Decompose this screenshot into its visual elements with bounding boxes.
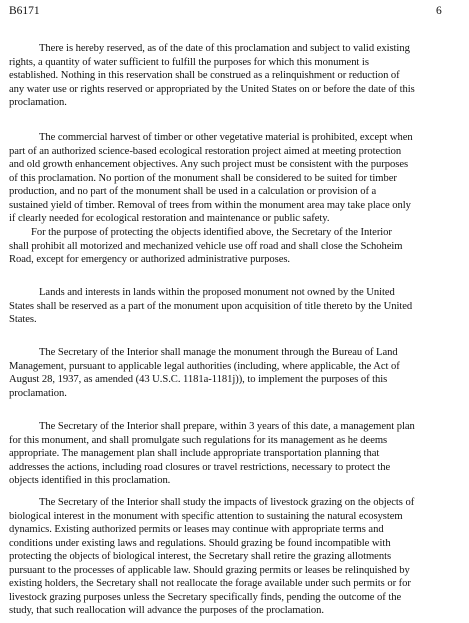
paragraph-management — [9, 346, 468, 400]
paragraph-timber-harvest — [9, 131, 468, 226]
paragraph-management-plan — [9, 420, 468, 488]
paragraph-line: any water use or rights reserved or appropriated by the United States on or before the date of this — [9, 83, 415, 95]
paragraph-line: if clearly needed for ecological restoration and maintenance or public safety. — [9, 213, 330, 225]
paragraph-line: protecting the objects of biological interest, the Secretary shall retire the grazing allotments — [9, 551, 392, 563]
paragraph-line: The Secretary of the Interior shall manage the monument through the Bureau of Land — [39, 347, 398, 358]
paragraph-water-rights — [9, 42, 468, 110]
paragraph-line: proclamation. — [9, 387, 67, 399]
paragraph-line: States shall be reserved as a part of the monument upon acquisition of title thereto by the United — [9, 300, 413, 312]
paragraph-line: livestock grazing purposes unless the Secretary specifically finds, pending the outcome of the — [9, 591, 402, 603]
paragraph-line: part of an authorized science-based ecological restoration project aimed at meeting protection — [9, 145, 402, 157]
paragraph-line: The Secretary of the Interior shall study the impacts of livestock grazing on the objects of — [39, 497, 415, 508]
paragraph-line: States. — [9, 314, 37, 326]
page-number: 6 — [436, 5, 442, 17]
paragraph-line: The Secretary of the Interior shall prepare, within 3 years of this date, a management plan — [39, 421, 415, 432]
paragraph-line: shall prohibit all motorized and mechanized vehicle use off road and shall close the Schoheim — [9, 240, 403, 252]
paragraph-line: dynamics. Existing authorized permits or leases may continue with appropriate terms and — [9, 524, 384, 536]
paragraph-line: for this monument, and shall promulgate such regulations for its management as he deems — [9, 434, 388, 446]
paragraph-line: conditions under existing laws and regulations. Should grazing be found incompatible with — [9, 537, 391, 549]
paragraph-line: sustained yield of timber. Removal of trees from within the monument area may take place only — [9, 199, 411, 211]
paragraph-line: Lands and interests in lands within the proposed monument not owned by the United — [39, 287, 395, 298]
paragraph-livestock-grazing — [9, 496, 468, 618]
paragraph-line: rights, a quantity of water sufficient to fulfill the purposes for which this monument is — [9, 56, 369, 68]
paragraph-line: biological interest in the monument with specific attention to sustaining the natural ecosystem — [9, 510, 403, 522]
paragraph-line: and old growth enhancement objectives. Any such project must be consistent with the purposes — [9, 159, 409, 171]
paragraph-line: appropriate. The management plan shall include appropriate transportation planning that — [9, 448, 380, 460]
paragraph-line: The commercial harvest of timber or other vegetative material is prohibited, except when — [39, 132, 413, 143]
paragraph-line: Road, except for emergency or authorized administrative purposes. — [9, 254, 291, 266]
paragraph-line: pursuant to the processes of applicable law. Should grazing permits or leases be relinquished by — [9, 564, 410, 576]
paragraph-line: proclamation. — [9, 97, 67, 109]
paragraph-line: objects identified in this proclamation. — [9, 475, 171, 487]
paragraph-line: production, and no part of the monument shall be used in a calculation or provision of a — [9, 186, 377, 198]
document-id: B6171 — [9, 5, 40, 17]
paragraph-line: addresses the actions, including road closures or travel restrictions, necessary to protect the — [9, 461, 391, 473]
paragraph-land-acquisition — [9, 286, 468, 327]
paragraph-line: existing holders, the Secretary shall not reallocate the forage available under such permits or for — [9, 578, 411, 590]
paragraph-line: There is hereby reserved, as of the date of this proclamation and subject to valid existing — [39, 43, 410, 54]
paragraph-line: of this proclamation. No portion of the monument shall be considered to be suited for timber — [9, 172, 397, 184]
paragraph-vehicle-use — [9, 226, 468, 267]
paragraph-line: August 28, 1937, as amended (43 U.S.C. 1181a-1181j)), to implement the purposes of this — [9, 374, 388, 386]
paragraph-line: established. Nothing in this reservation shall be construed as a relinquishment or reduction of — [9, 70, 400, 82]
paragraph-line: For the purpose of protecting the objects identified above, the Secretary of the Interior — [31, 227, 392, 238]
paragraph-line: Management, pursuant to applicable legal authorities (including, where applicable, the Act of — [9, 360, 400, 372]
paragraph-line: study, that such reallocation will advance the purposes of the proclamation. — [9, 605, 324, 617]
